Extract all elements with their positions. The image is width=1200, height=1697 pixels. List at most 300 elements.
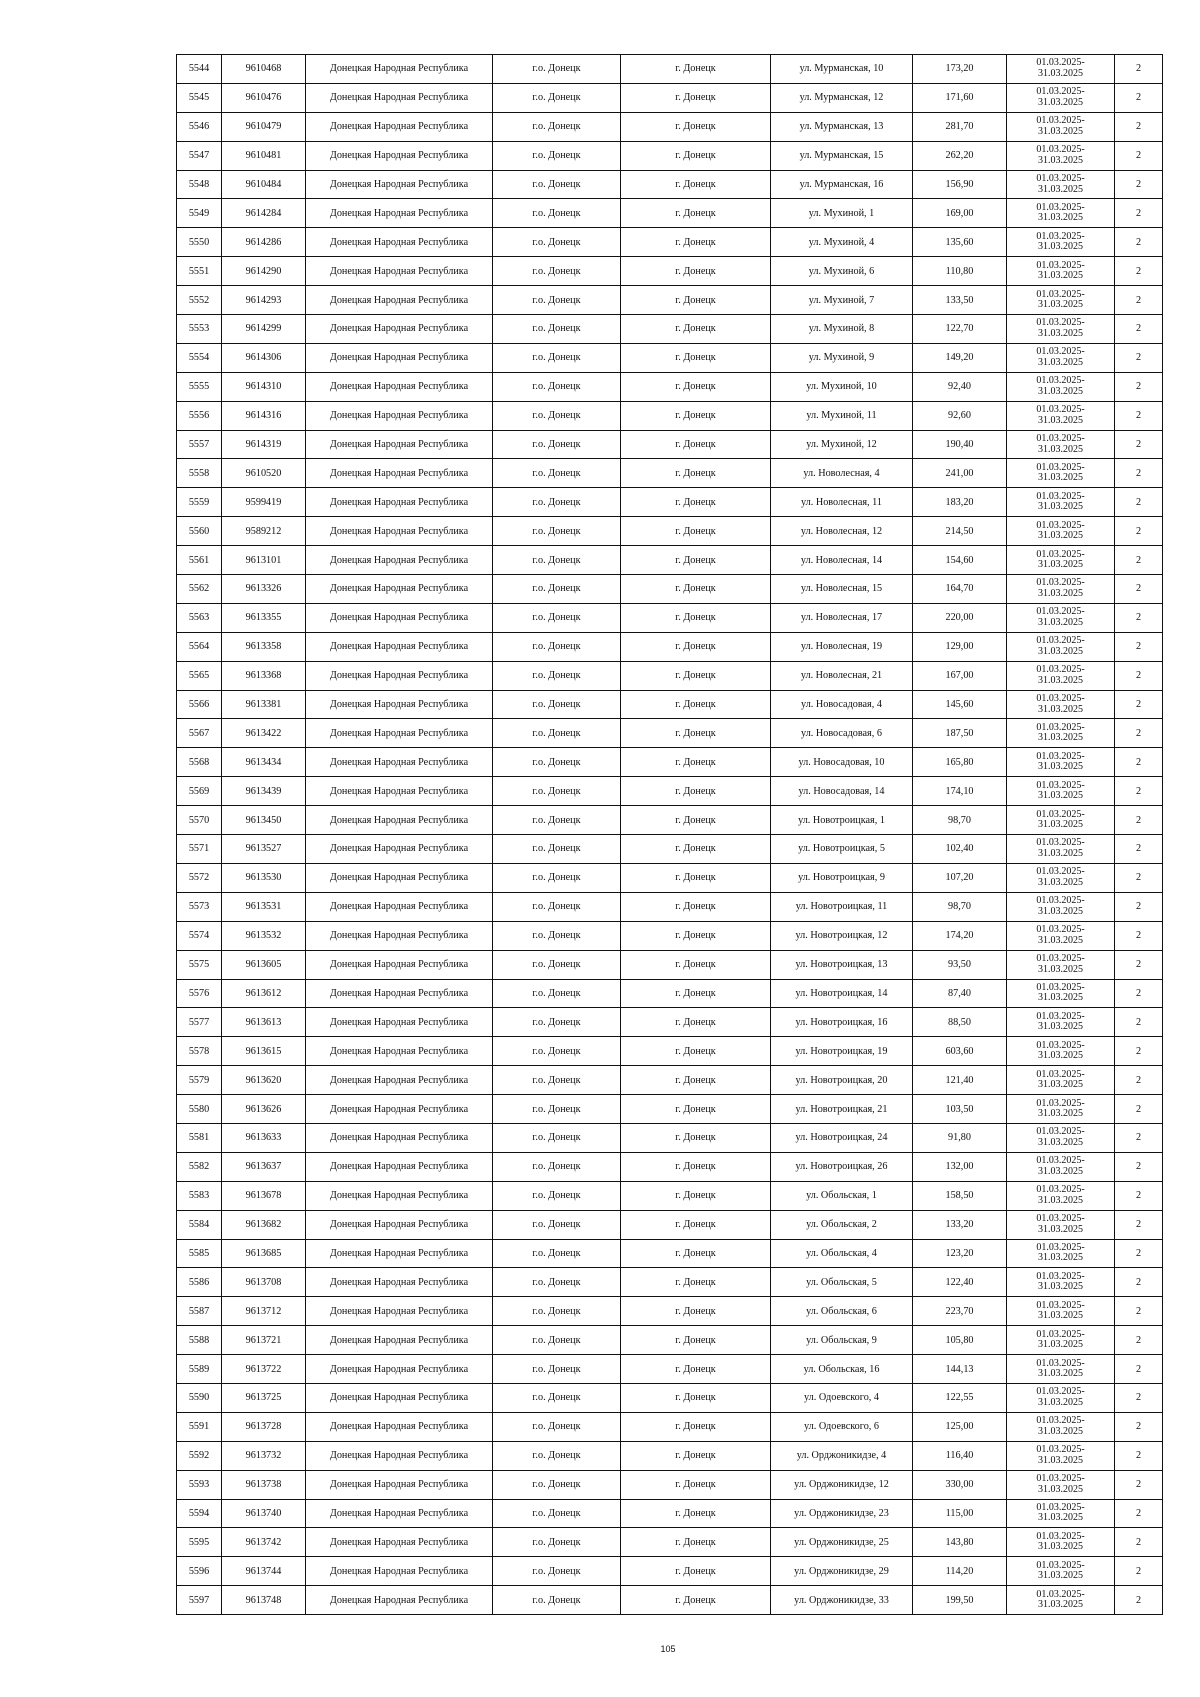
region-name: Донецкая Народная Республика xyxy=(329,583,469,595)
district-cell xyxy=(493,546,621,575)
region-name: Донецкая Народная Республика xyxy=(329,352,469,364)
row-number-cell xyxy=(177,1066,222,1095)
code-cell xyxy=(222,459,306,488)
table-row xyxy=(177,1586,1163,1615)
period-start: 01.03.2025- xyxy=(1036,548,1085,560)
region-name: Донецкая Народная Республика xyxy=(329,496,469,508)
district-name: г.о. Донецк xyxy=(532,294,581,306)
district-name: г.о. Донецк xyxy=(532,1276,581,1288)
area-cell xyxy=(913,1008,1007,1037)
district-cell xyxy=(493,1297,621,1326)
period-start: 01.03.2025- xyxy=(1036,1415,1085,1427)
table-row xyxy=(177,1326,1163,1355)
street-address: ул. Новотроицкая, 9 xyxy=(798,872,885,884)
period-end: 31.03.2025 xyxy=(1038,154,1083,166)
area-cell xyxy=(913,719,1007,748)
district-name: г.о. Донецк xyxy=(532,1507,581,1519)
city-name: г. Донецк xyxy=(675,236,716,248)
district-cell xyxy=(493,950,621,979)
street-address: ул. Мухиной, 7 xyxy=(808,294,875,306)
object-code: 9614310 xyxy=(245,381,282,393)
period-cell xyxy=(1007,806,1115,835)
district-name: г.о. Донецк xyxy=(532,1161,581,1173)
city-cell xyxy=(621,1412,771,1441)
category-cell xyxy=(1115,1441,1163,1470)
period-end: 31.03.2025 xyxy=(1038,212,1083,224)
category-value: 2 xyxy=(1135,352,1142,364)
period-end: 31.03.2025 xyxy=(1038,761,1083,773)
object-code: 9613728 xyxy=(245,1421,282,1433)
area-cell xyxy=(913,1499,1007,1528)
period-start: 01.03.2025- xyxy=(1036,144,1085,156)
region-name: Донецкая Народная Республика xyxy=(329,1219,469,1231)
address-cell xyxy=(771,141,913,170)
street-address: ул. Мухиной, 12 xyxy=(806,439,877,451)
city-name: г. Донецк xyxy=(675,1363,716,1375)
category-value: 2 xyxy=(1135,872,1142,884)
city-cell xyxy=(621,1441,771,1470)
period-cell xyxy=(1007,1326,1115,1355)
code-cell xyxy=(222,1037,306,1066)
district-cell xyxy=(493,228,621,257)
city-name: г. Донецк xyxy=(675,1421,716,1433)
district-cell xyxy=(493,1355,621,1384)
code-cell xyxy=(222,1239,306,1268)
period-end: 31.03.2025 xyxy=(1038,703,1083,715)
area-cell xyxy=(913,1528,1007,1557)
period-start: 01.03.2025- xyxy=(1036,1213,1085,1225)
row-number: 5597 xyxy=(188,1594,210,1606)
region-cell xyxy=(306,661,493,690)
period-start: 01.03.2025- xyxy=(1036,895,1085,907)
region-cell xyxy=(306,1239,493,1268)
area-value: 144,13 xyxy=(945,1363,974,1375)
area-value: 92,60 xyxy=(948,410,971,422)
category-value: 2 xyxy=(1135,959,1142,971)
region-name: Донецкая Народная Республика xyxy=(329,987,469,999)
city-cell xyxy=(621,690,771,719)
table-row xyxy=(177,257,1163,286)
code-cell xyxy=(222,257,306,286)
district-cell xyxy=(493,1123,621,1152)
period-start: 01.03.2025- xyxy=(1036,1010,1085,1022)
district-cell xyxy=(493,806,621,835)
period-start: 01.03.2025- xyxy=(1036,606,1085,618)
category-cell xyxy=(1115,719,1163,748)
district-cell xyxy=(493,459,621,488)
city-cell xyxy=(621,979,771,1008)
category-value: 2 xyxy=(1135,525,1142,537)
row-number: 5573 xyxy=(188,901,210,913)
row-number-cell xyxy=(177,1123,222,1152)
code-cell xyxy=(222,979,306,1008)
region-name: Донецкая Народная Республика xyxy=(329,294,469,306)
table-row xyxy=(177,1528,1163,1557)
period-end: 31.03.2025 xyxy=(1038,1570,1083,1582)
row-number: 5549 xyxy=(188,207,210,219)
period-cell xyxy=(1007,575,1115,604)
period-end: 31.03.2025 xyxy=(1038,1396,1083,1408)
region-cell xyxy=(306,1355,493,1384)
row-number: 5546 xyxy=(188,121,210,133)
district-name: г.о. Донецк xyxy=(532,1450,581,1462)
district-cell xyxy=(493,1528,621,1557)
object-code: 9613682 xyxy=(245,1219,282,1231)
period-end: 31.03.2025 xyxy=(1038,472,1083,484)
address-cell xyxy=(771,488,913,517)
period-cell xyxy=(1007,112,1115,141)
district-name: г.о. Донецк xyxy=(532,1219,581,1231)
object-code: 9614306 xyxy=(245,352,282,364)
object-code: 9613748 xyxy=(245,1594,282,1606)
code-cell xyxy=(222,488,306,517)
region-name: Донецкая Народная Республика xyxy=(329,1132,469,1144)
code-cell xyxy=(222,719,306,748)
city-cell xyxy=(621,55,771,84)
city-name: г. Донецк xyxy=(675,294,716,306)
city-name: г. Донецк xyxy=(675,959,716,971)
region-cell xyxy=(306,401,493,430)
area-value: 135,60 xyxy=(945,236,974,248)
district-cell xyxy=(493,517,621,546)
district-name: г.о. Донецк xyxy=(532,1565,581,1577)
code-cell xyxy=(222,748,306,777)
period-start: 01.03.2025- xyxy=(1036,57,1085,69)
row-number-cell xyxy=(177,141,222,170)
city-cell xyxy=(621,1528,771,1557)
address-cell xyxy=(771,1239,913,1268)
region-name: Донецкая Народная Республика xyxy=(329,1276,469,1288)
area-value: 187,50 xyxy=(945,727,974,739)
code-cell xyxy=(222,315,306,344)
address-cell xyxy=(771,1528,913,1557)
period-start: 01.03.2025- xyxy=(1036,1501,1085,1513)
period-end: 31.03.2025 xyxy=(1038,934,1083,946)
period-end: 31.03.2025 xyxy=(1038,1079,1083,1091)
area-value: 262,20 xyxy=(945,150,974,162)
city-name: г. Донецк xyxy=(675,92,716,104)
city-name: г. Донецк xyxy=(675,1247,716,1259)
city-name: г. Донецк xyxy=(675,1103,716,1115)
area-value: 281,70 xyxy=(945,121,974,133)
city-name: г. Донецк xyxy=(675,352,716,364)
district-cell xyxy=(493,1586,621,1615)
category-cell xyxy=(1115,199,1163,228)
region-name: Донецкая Народная Республика xyxy=(329,1305,469,1317)
area-cell xyxy=(913,286,1007,315)
row-number: 5595 xyxy=(188,1536,210,1548)
period-cell xyxy=(1007,1008,1115,1037)
row-number-cell xyxy=(177,1210,222,1239)
street-address: ул. Новотроицкая, 1 xyxy=(798,814,885,826)
address-cell xyxy=(771,1123,913,1152)
area-value: 183,20 xyxy=(945,496,974,508)
period-end: 31.03.2025 xyxy=(1038,559,1083,571)
row-number: 5547 xyxy=(188,150,210,162)
region-cell xyxy=(306,748,493,777)
city-name: г. Донецк xyxy=(675,323,716,335)
table-row xyxy=(177,575,1163,604)
object-code: 9613637 xyxy=(245,1161,282,1173)
period-cell xyxy=(1007,257,1115,286)
city-name: г. Донецк xyxy=(675,265,716,277)
period-end: 31.03.2025 xyxy=(1038,96,1083,108)
area-cell xyxy=(913,401,1007,430)
period-cell xyxy=(1007,1297,1115,1326)
table-row xyxy=(177,1297,1163,1326)
row-number: 5581 xyxy=(188,1132,210,1144)
row-number-cell xyxy=(177,1383,222,1412)
period-end: 31.03.2025 xyxy=(1038,905,1083,917)
row-number: 5551 xyxy=(188,265,210,277)
period-end: 31.03.2025 xyxy=(1038,1425,1083,1437)
period-cell xyxy=(1007,661,1115,690)
period-cell xyxy=(1007,1037,1115,1066)
row-number-cell xyxy=(177,921,222,950)
row-number: 5579 xyxy=(188,1074,210,1086)
area-value: 171,60 xyxy=(945,92,974,104)
region-name: Донецкая Народная Республика xyxy=(329,727,469,739)
period-end: 31.03.2025 xyxy=(1038,790,1083,802)
category-value: 2 xyxy=(1135,294,1142,306)
object-code: 9613712 xyxy=(245,1305,282,1317)
category-value: 2 xyxy=(1135,756,1142,768)
area-cell xyxy=(913,488,1007,517)
row-number-cell xyxy=(177,979,222,1008)
category-value: 2 xyxy=(1135,1045,1142,1057)
row-number: 5548 xyxy=(188,179,210,190)
period-end: 31.03.2025 xyxy=(1038,674,1083,686)
region-name: Донецкая Народная Республика xyxy=(329,1103,469,1115)
period-end: 31.03.2025 xyxy=(1038,501,1083,513)
row-number: 5566 xyxy=(188,699,210,711)
area-value: 105,80 xyxy=(945,1334,974,1346)
region-name: Донецкая Народная Республика xyxy=(329,150,469,162)
code-cell xyxy=(222,921,306,950)
period-end: 31.03.2025 xyxy=(1038,1108,1083,1119)
period-cell xyxy=(1007,343,1115,372)
street-address: ул. Обольская, 16 xyxy=(803,1363,880,1375)
area-value: 122,70 xyxy=(945,323,974,335)
city-cell xyxy=(621,661,771,690)
period-start: 01.03.2025- xyxy=(1036,1328,1085,1340)
street-address: ул. Новотроицкая, 12 xyxy=(795,930,888,942)
row-number-cell xyxy=(177,661,222,690)
period-cell xyxy=(1007,488,1115,517)
area-value: 92,40 xyxy=(948,381,971,393)
period-cell xyxy=(1007,83,1115,112)
table-row xyxy=(177,777,1163,806)
category-value: 2 xyxy=(1135,179,1142,190)
row-number-cell xyxy=(177,632,222,661)
category-value: 2 xyxy=(1135,814,1142,826)
period-cell xyxy=(1007,863,1115,892)
city-name: г. Донецк xyxy=(675,207,716,219)
code-cell xyxy=(222,603,306,632)
period-end: 31.03.2025 xyxy=(1038,876,1083,888)
region-name: Донецкая Народная Республика xyxy=(329,670,469,682)
city-cell xyxy=(621,806,771,835)
city-cell xyxy=(621,228,771,257)
district-name: г.о. Донецк xyxy=(532,1247,581,1259)
object-code: 9613368 xyxy=(245,670,282,682)
category-cell xyxy=(1115,921,1163,950)
category-cell xyxy=(1115,892,1163,921)
district-name: г.о. Донецк xyxy=(532,872,581,884)
object-code: 9613740 xyxy=(245,1507,282,1519)
district-cell xyxy=(493,83,621,112)
region-name: Донецкая Народная Республика xyxy=(329,814,469,826)
period-cell xyxy=(1007,1557,1115,1586)
row-number-cell xyxy=(177,372,222,401)
row-number-cell xyxy=(177,892,222,921)
region-cell xyxy=(306,1008,493,1037)
row-number-cell xyxy=(177,1557,222,1586)
address-cell xyxy=(771,546,913,575)
region-name: Донецкая Народная Республика xyxy=(329,756,469,768)
code-cell xyxy=(222,1066,306,1095)
row-number: 5593 xyxy=(188,1479,210,1491)
code-cell xyxy=(222,199,306,228)
region-name: Донецкая Народная Республика xyxy=(329,63,469,75)
row-number: 5570 xyxy=(188,814,210,826)
street-address: ул. Новолесная, 19 xyxy=(800,641,883,653)
category-cell xyxy=(1115,459,1163,488)
area-cell xyxy=(913,1355,1007,1384)
district-name: г.о. Донецк xyxy=(532,92,581,104)
period-start: 01.03.2025- xyxy=(1036,953,1085,965)
area-cell xyxy=(913,1297,1007,1326)
code-cell xyxy=(222,1210,306,1239)
city-name: г. Донецк xyxy=(675,525,716,537)
street-address: ул. Новотроицкая, 16 xyxy=(795,1016,888,1028)
row-number: 5577 xyxy=(188,1016,210,1028)
city-cell xyxy=(621,777,771,806)
district-cell xyxy=(493,979,621,1008)
area-cell xyxy=(913,112,1007,141)
region-cell xyxy=(306,1441,493,1470)
category-cell xyxy=(1115,401,1163,430)
row-number-cell xyxy=(177,315,222,344)
object-code: 9613613 xyxy=(245,1016,282,1028)
district-cell xyxy=(493,1326,621,1355)
city-cell xyxy=(621,1557,771,1586)
period-end: 31.03.2025 xyxy=(1038,1512,1083,1524)
code-cell xyxy=(222,112,306,141)
area-value: 129,00 xyxy=(945,641,974,653)
area-cell xyxy=(913,141,1007,170)
region-name: Донецкая Народная Республика xyxy=(329,1334,469,1346)
address-cell xyxy=(771,343,913,372)
category-value: 2 xyxy=(1135,121,1142,133)
period-cell xyxy=(1007,401,1115,430)
row-number-cell xyxy=(177,1470,222,1499)
row-number-cell xyxy=(177,1412,222,1441)
region-cell xyxy=(306,459,493,488)
region-name: Донецкая Народная Республика xyxy=(329,207,469,219)
category-value: 2 xyxy=(1135,1594,1142,1606)
category-value: 2 xyxy=(1135,670,1142,682)
district-cell xyxy=(493,112,621,141)
period-start: 01.03.2025- xyxy=(1036,779,1085,791)
table-row xyxy=(177,1412,1163,1441)
city-name: г. Донецк xyxy=(675,1190,716,1202)
street-address: ул. Новосадовая, 4 xyxy=(801,699,882,711)
category-value: 2 xyxy=(1135,1450,1142,1462)
city-cell xyxy=(621,286,771,315)
region-cell xyxy=(306,1557,493,1586)
category-value: 2 xyxy=(1135,1190,1142,1202)
region-name: Донецкая Народная Республика xyxy=(329,1479,469,1491)
period-end: 31.03.2025 xyxy=(1038,616,1083,628)
table-row xyxy=(177,55,1163,84)
category-value: 2 xyxy=(1135,641,1142,653)
category-cell xyxy=(1115,632,1163,661)
district-name: г.о. Донецк xyxy=(532,1421,581,1433)
object-code: 9613725 xyxy=(245,1392,282,1404)
code-cell xyxy=(222,170,306,199)
city-name: г. Донецк xyxy=(675,699,716,711)
address-cell xyxy=(771,1441,913,1470)
area-cell xyxy=(913,1383,1007,1412)
period-cell xyxy=(1007,286,1115,315)
city-cell xyxy=(621,632,771,661)
city-cell xyxy=(621,83,771,112)
object-code: 9613531 xyxy=(245,901,282,913)
district-name: г.о. Донецк xyxy=(532,756,581,768)
district-name: г.о. Донецк xyxy=(532,987,581,999)
code-cell xyxy=(222,863,306,892)
region-name: Донецкая Народная Республика xyxy=(329,554,469,566)
category-cell xyxy=(1115,1586,1163,1615)
region-cell xyxy=(306,777,493,806)
region-cell xyxy=(306,1586,493,1615)
object-code: 9614319 xyxy=(245,439,282,451)
address-cell xyxy=(771,950,913,979)
period-start: 01.03.2025- xyxy=(1036,519,1085,531)
category-value: 2 xyxy=(1135,410,1142,422)
row-number-cell xyxy=(177,83,222,112)
area-cell xyxy=(913,863,1007,892)
city-name: г. Донецк xyxy=(675,843,716,855)
row-number: 5550 xyxy=(188,236,210,248)
region-name: Донецкая Народная Республика xyxy=(329,1161,469,1173)
city-cell xyxy=(621,1470,771,1499)
row-number: 5562 xyxy=(188,583,210,595)
city-cell xyxy=(621,517,771,546)
district-cell xyxy=(493,199,621,228)
district-cell xyxy=(493,401,621,430)
category-cell xyxy=(1115,1066,1163,1095)
region-cell xyxy=(306,1499,493,1528)
city-cell xyxy=(621,199,771,228)
address-cell xyxy=(771,806,913,835)
district-name: г.о. Донецк xyxy=(532,1305,581,1317)
object-code: 9613101 xyxy=(245,554,282,566)
district-name: г.о. Донецк xyxy=(532,410,581,422)
district-cell xyxy=(493,719,621,748)
area-cell xyxy=(913,1326,1007,1355)
city-name: г. Донецк xyxy=(675,756,716,768)
city-name: г. Донецк xyxy=(675,1507,716,1519)
street-address: ул. Орджоникидзе, 23 xyxy=(794,1507,889,1519)
city-cell xyxy=(621,950,771,979)
city-cell xyxy=(621,863,771,892)
area-cell xyxy=(913,1412,1007,1441)
object-code: 9613722 xyxy=(245,1363,282,1375)
city-cell xyxy=(621,430,771,459)
period-cell xyxy=(1007,546,1115,575)
